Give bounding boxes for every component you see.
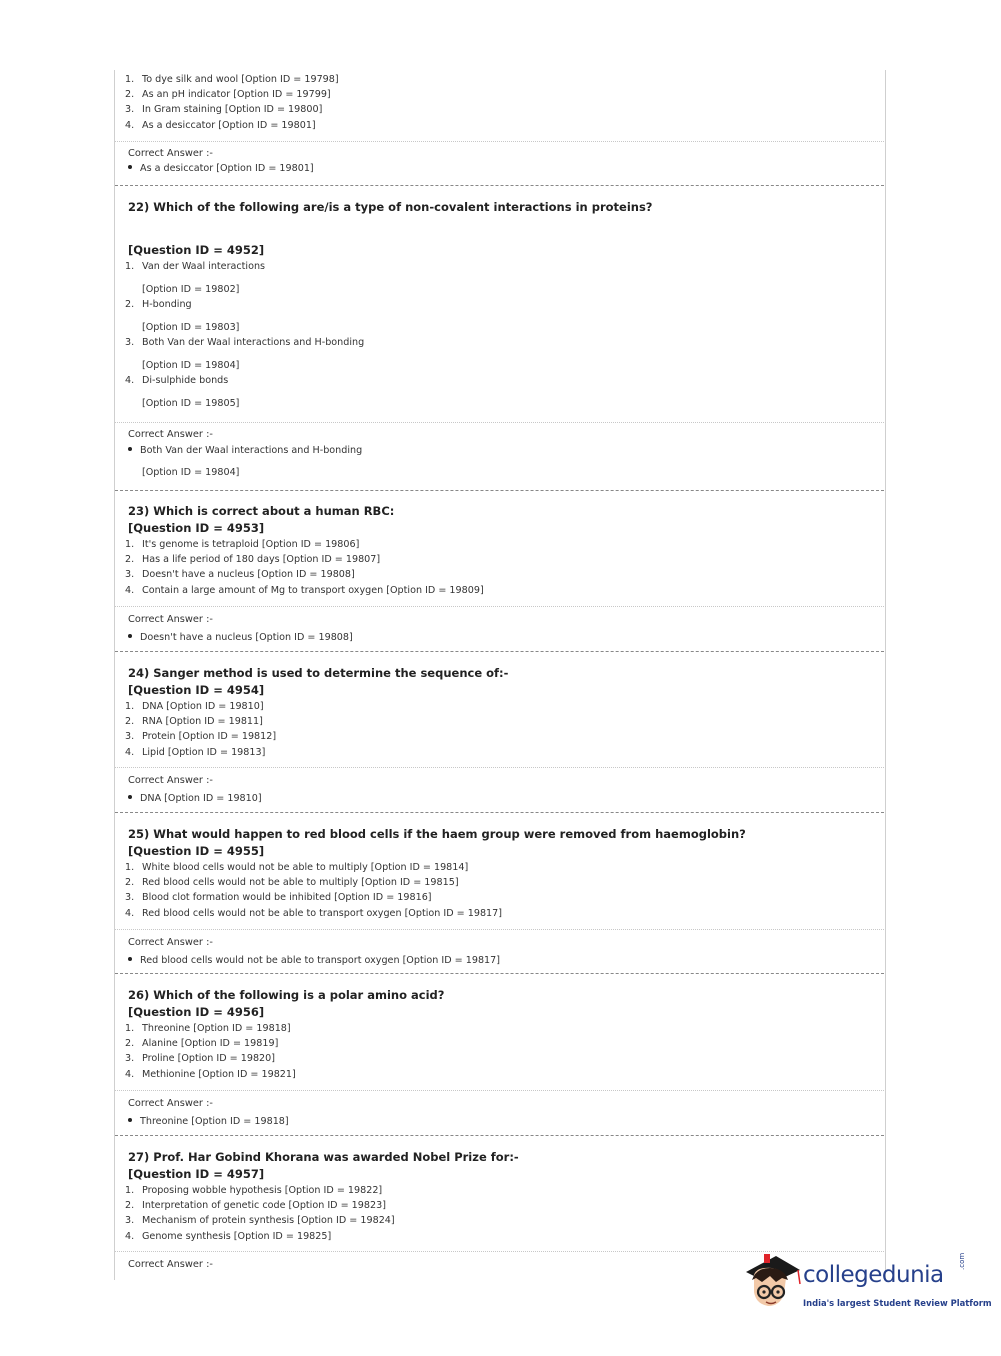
question-22-options (115, 259, 884, 411)
option-number: 2. (125, 554, 135, 566)
option-item (125, 729, 884, 744)
question-id: [Question ID = 4953] (128, 521, 265, 535)
option-number: 4. (125, 1068, 135, 1080)
option-id: [Option ID = 19805] (142, 398, 240, 409)
question-21-answer (115, 146, 884, 176)
mascot-icon (742, 1250, 806, 1320)
option-item (125, 1213, 884, 1228)
option-id: [Option ID = 19803] (142, 322, 240, 333)
option-number: 3. (125, 731, 135, 743)
question-22-answer (115, 427, 884, 480)
divider (115, 929, 884, 930)
bullet-icon (128, 795, 132, 799)
option-text: Contain a large amount of Mg to transport oxygen [Option ID = 19809] (142, 584, 484, 596)
option-text: Protein [Option ID = 19812] (142, 731, 277, 743)
divider (115, 422, 884, 423)
option-number: 2. (125, 89, 135, 101)
correct-answer-label: Correct Answer :- (128, 614, 213, 625)
option-number: 2. (125, 299, 135, 310)
option-text: It's genome is tetraploid [Option ID = 19806] (142, 539, 360, 550)
brand-domain: .com (958, 1252, 966, 1270)
option-text: In Gram staining [Option ID = 19800] (142, 104, 323, 116)
option-number: 1. (125, 1185, 135, 1196)
question-separator (115, 812, 884, 813)
option-number: 1. (125, 1023, 135, 1034)
question-title: 24) Sanger method is used to determine the sequence of:- (128, 666, 509, 680)
option-item (125, 1198, 884, 1213)
option-number: 4. (125, 907, 135, 919)
option-text: Red blood cells would not be able to transport oxygen [Option ID = 19817] (142, 907, 502, 919)
option-number: 1. (125, 74, 135, 85)
divider (115, 767, 884, 768)
correct-answer: DNA [Option ID = 19810] (128, 791, 884, 806)
question-id: [Question ID = 4955] (128, 844, 265, 858)
question-21-options (115, 72, 884, 133)
question-25 (115, 826, 884, 921)
option-item (125, 297, 884, 312)
option-number: 3. (125, 1053, 135, 1065)
correct-answer: As a desiccator [Option ID = 19801] (128, 161, 884, 176)
option-text: Mechanism of protein synthesis [Option ID = 19824] (142, 1215, 395, 1227)
question-25-answer (115, 935, 884, 968)
option-number: 4. (125, 746, 135, 758)
option-text: H-bonding (142, 299, 192, 310)
question-title: 27) Prof. Har Gobind Khorana was awarded Nobel Prize for:- (128, 1150, 519, 1164)
option-item (125, 1036, 884, 1051)
correct-answer-label: Correct Answer :- (128, 1259, 213, 1270)
option-item (125, 259, 884, 274)
option-text: Di-sulphide bonds (142, 375, 229, 386)
option-item (125, 552, 884, 567)
option-number: 2. (125, 1200, 135, 1212)
option-number: 1. (125, 862, 135, 873)
option-text: Proline [Option ID = 19820] (142, 1053, 276, 1065)
option-text: Alanine [Option ID = 19819] (142, 1038, 279, 1050)
option-number: 4. (125, 1230, 135, 1242)
option-text: RNA [Option ID = 19811] (142, 716, 263, 728)
correct-answer-label: Correct Answer :- (128, 937, 213, 948)
correct-answer-label: Correct Answer :- (128, 775, 213, 786)
option-text: Threonine [Option ID = 19818] (142, 1023, 291, 1034)
question-22-body (115, 242, 884, 411)
correct-answer-label: Correct Answer :- (128, 429, 213, 440)
question-id: [Question ID = 4952] (128, 243, 265, 257)
option-text: Van der Waal interactions (142, 261, 266, 272)
option-text: DNA [Option ID = 19810] (142, 701, 264, 712)
correct-answer: Both Van der Waal interactions and H-bonding (128, 442, 884, 459)
option-number: 3. (125, 1215, 135, 1227)
brand-tagline: India's largest Student Review Platform (803, 1298, 992, 1308)
option-item (125, 87, 884, 102)
option-item (125, 1229, 884, 1244)
option-text: Both Van der Waal interactions and H-bonding (142, 337, 365, 348)
option-item (125, 118, 884, 133)
option-number: 1. (125, 261, 135, 272)
option-item (125, 699, 884, 714)
option-text: Doesn't have a nucleus [Option ID = 19808] (142, 569, 355, 581)
option-text: Has a life period of 180 days [Option ID = 19807] (142, 554, 381, 566)
question-title: 26) Which of the following is a polar amino acid? (128, 988, 445, 1002)
option-item (125, 335, 884, 350)
option-id: [Option ID = 19804] (142, 360, 240, 371)
option-item (125, 72, 884, 87)
option-number: 4. (125, 584, 135, 596)
correct-answer-label: Correct Answer :- (128, 148, 213, 159)
option-item (125, 714, 884, 729)
correct-answer: Red blood cells would not be able to transport oxygen [Option ID = 19817] (128, 953, 884, 968)
question-24-answer (115, 773, 884, 806)
option-item (125, 1183, 884, 1198)
question-separator (115, 490, 884, 491)
option-item (125, 567, 884, 582)
question-separator (115, 185, 884, 186)
option-number: 2. (125, 877, 135, 889)
option-text: Genome synthesis [Option ID = 19825] (142, 1230, 332, 1242)
option-number: 1. (125, 701, 135, 712)
option-number: 2. (125, 1038, 135, 1050)
option-number: 3. (125, 104, 135, 116)
brand-name: collegedunia (803, 1262, 944, 1288)
question-22 (115, 199, 884, 216)
option-text: As a desiccator [Option ID = 19801] (142, 119, 316, 131)
option-item (125, 745, 884, 760)
question-id: [Question ID = 4956] (128, 1005, 265, 1019)
question-23-answer (115, 612, 884, 645)
question-separator (115, 1135, 884, 1136)
option-number: 3. (125, 569, 135, 581)
option-item (125, 583, 884, 598)
divider (115, 1090, 884, 1091)
divider (115, 141, 884, 142)
bullet-icon (128, 634, 132, 638)
option-item (125, 1067, 884, 1082)
question-id: [Question ID = 4957] (128, 1167, 265, 1181)
question-26-answer (115, 1096, 884, 1129)
option-number: 1. (125, 539, 135, 550)
bullet-icon (128, 447, 132, 451)
question-separator (115, 973, 884, 974)
question-23 (115, 503, 884, 598)
bullet-icon (128, 165, 132, 169)
option-number: 3. (125, 337, 135, 348)
option-item (125, 373, 884, 388)
option-item (125, 537, 884, 552)
correct-answer-label: Correct Answer :- (128, 1098, 213, 1109)
option-item (125, 1051, 884, 1066)
option-number: 2. (125, 716, 135, 728)
bullet-icon (128, 1118, 132, 1122)
option-number: 3. (125, 892, 135, 904)
option-id: [Option ID = 19802] (142, 284, 240, 295)
option-text: White blood cells would not be able to multiply [Option ID = 19814] (142, 862, 469, 873)
option-number: 4. (125, 375, 135, 386)
question-27 (115, 1149, 884, 1244)
option-text: Proposing wobble hypothesis [Option ID = 19822] (142, 1185, 383, 1196)
option-text: As an pH indicator [Option ID = 19799] (142, 89, 331, 101)
option-text: Interpretation of genetic code [Option ID = 19823] (142, 1200, 386, 1212)
question-separator (115, 651, 884, 652)
option-text: Methionine [Option ID = 19821] (142, 1068, 296, 1080)
correct-answer: Threonine [Option ID = 19818] (128, 1114, 884, 1129)
question-26 (115, 987, 884, 1082)
option-text: Red blood cells would not be able to multiply [Option ID = 19815] (142, 877, 459, 889)
question-id: [Question ID = 4954] (128, 683, 265, 697)
option-item (125, 1021, 884, 1036)
option-item (125, 906, 884, 921)
question-title: 22) Which of the following are/is a type of non-covalent interactions in proteins? (128, 200, 653, 214)
option-text: Lipid [Option ID = 19813] (142, 746, 266, 758)
option-text: To dye silk and wool [Option ID = 19798] (142, 74, 339, 85)
question-24 (115, 665, 884, 760)
question-title: 25) What would happen to red blood cells if the haem group were removed from haemoglobin? (128, 827, 746, 841)
bullet-icon (128, 957, 132, 961)
option-text: Blood clot formation would be inhibited [Option ID = 19816] (142, 892, 432, 904)
option-number: 4. (125, 119, 135, 131)
correct-answer-option-id: [Option ID = 19804] (142, 467, 240, 478)
question-title: 23) Which is correct about a human RBC: (128, 504, 395, 518)
correct-answer: Doesn't have a nucleus [Option ID = 19808] (128, 630, 884, 645)
option-item (125, 890, 884, 905)
option-item (125, 875, 884, 890)
divider (115, 606, 884, 607)
option-item (125, 102, 884, 117)
option-item (125, 860, 884, 875)
